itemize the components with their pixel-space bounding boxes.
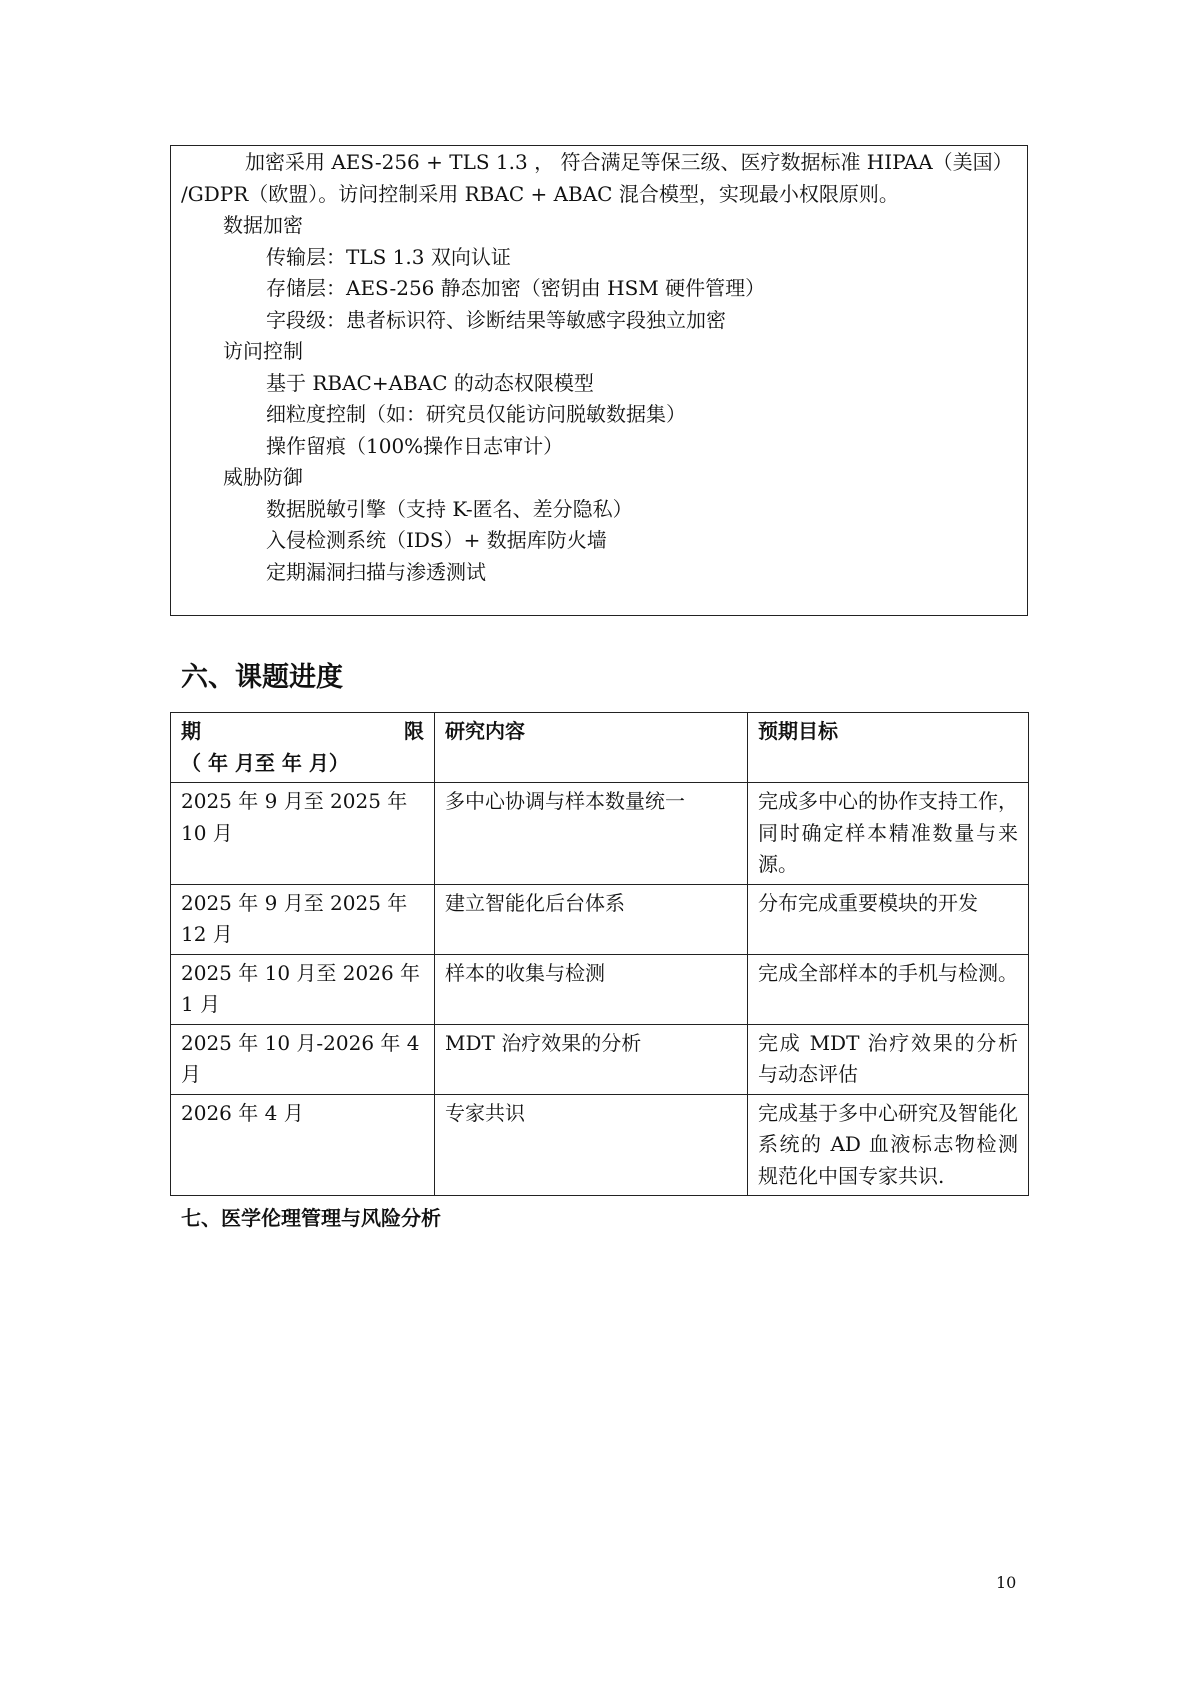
list-item: 入侵检测系统（IDS）+ 数据库防火墙 bbox=[266, 528, 607, 552]
goal-cell: 分布完成重要模块的开发 bbox=[748, 884, 1029, 954]
table-header-row bbox=[171, 713, 1029, 783]
period-cell: 2025 年 9 月至 2025 年 10 月 bbox=[171, 783, 435, 885]
list-item: 存储层：AES-256 静态加密（密钥由 HSM 硬件管理） bbox=[266, 276, 766, 300]
period-cell: 2025 年 10 月至 2026 年 1 月 bbox=[171, 954, 435, 1024]
period-column-header bbox=[171, 713, 435, 783]
content-column-header: 研究内容 bbox=[435, 713, 748, 783]
table-row bbox=[171, 1094, 1029, 1196]
group-title-threat-defense: 威胁防御 bbox=[223, 465, 303, 489]
period-header-subtitle: （ 年 月至 年 月） bbox=[181, 750, 349, 775]
content-cell: 多中心协调与样本数量统一 bbox=[435, 783, 748, 885]
page-number: 10 bbox=[996, 1573, 1017, 1592]
group-title-access-control: 访问控制 bbox=[223, 339, 303, 363]
table-row bbox=[171, 1024, 1029, 1094]
group-title-encryption: 数据加密 bbox=[223, 213, 303, 237]
list-item: 传输层：TLS 1.3 双向认证 bbox=[266, 244, 511, 269]
content-cell: 样本的收集与检测 bbox=[435, 954, 748, 1024]
table-row bbox=[171, 783, 1029, 885]
table-row bbox=[171, 884, 1029, 954]
list-item: 细粒度控制（如：研究员仅能访问脱敏数据集） bbox=[266, 402, 686, 426]
list-item: 数据脱敏引擎（支持 K-匿名、差分隐私） bbox=[266, 496, 633, 521]
security-outline bbox=[223, 210, 765, 588]
schedule-table bbox=[170, 712, 1029, 1196]
security-box bbox=[170, 145, 1028, 616]
list-item: 操作留痕（100%操作日志审计） bbox=[266, 433, 564, 458]
goal-cell: 完成多中心的协作支持工作，同时确定样本精准数量与来源。 bbox=[748, 783, 1029, 885]
list-item: 定期漏洞扫描与渗透测试 bbox=[266, 559, 486, 584]
period-cell: 2026 年 4 月 bbox=[171, 1094, 435, 1196]
security-intro-line-1: 加密采用 AES-256 + TLS 1.3 ， 符合满足等保三级、医疗数据标准 HIPAA（美国） bbox=[245, 150, 1013, 174]
table-row bbox=[171, 954, 1029, 1024]
period-cell: 2025 年 9 月至 2025 年 12 月 bbox=[171, 884, 435, 954]
period-header-char-1: 期 bbox=[181, 719, 201, 743]
section-7-heading: 七、医学伦理管理与风险分析 bbox=[181, 1206, 441, 1230]
section-6-heading: 六、课题进度 bbox=[181, 662, 343, 693]
goal-cell: 完成基于多中心研究及智能化系统的 AD 血液标志物检测规范化中国专家共识. bbox=[748, 1094, 1029, 1196]
content-cell: 专家共识 bbox=[435, 1094, 748, 1196]
goal-cell: 完成 MDT 治疗效果的分析与动态评估 bbox=[748, 1024, 1029, 1094]
period-header-char-2: 限 bbox=[404, 719, 424, 743]
content-cell: MDT 治疗效果的分析 bbox=[435, 1024, 748, 1094]
list-item: 字段级：患者标识符、诊断结果等敏感字段独立加密 bbox=[266, 307, 726, 332]
period-cell: 2025 年 10 月-2026 年 4 月 bbox=[171, 1024, 435, 1094]
goal-cell: 完成全部样本的手机与检测。 bbox=[748, 954, 1029, 1024]
content-cell: 建立智能化后台体系 bbox=[435, 884, 748, 954]
list-item: 基于 RBAC+ABAC 的动态权限模型 bbox=[266, 370, 594, 395]
goal-column-header: 预期目标 bbox=[748, 713, 1029, 783]
security-intro-line-2: /GDPR（欧盟）。访问控制采用 RBAC + ABAC 混合模型，实现最小权限原则。 bbox=[181, 182, 899, 206]
